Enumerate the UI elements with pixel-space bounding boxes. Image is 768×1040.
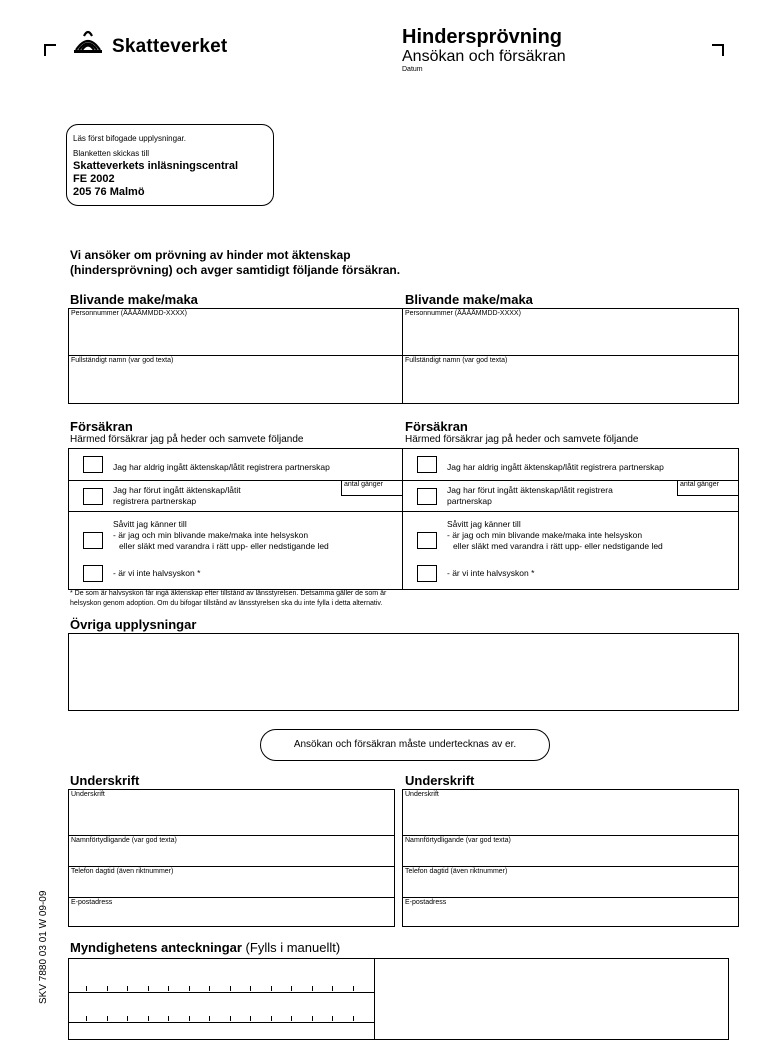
ruler-tick xyxy=(127,1016,128,1021)
not-siblings-label: - är jag och min blivande make/maka inte helsyskon xyxy=(113,530,309,540)
email-label: E-postadress xyxy=(405,899,447,906)
ruler-tick xyxy=(168,1016,169,1021)
authority-ruler-2 xyxy=(69,1022,374,1023)
ruler-tick xyxy=(148,986,149,991)
not-half-siblings-checkbox[interactable] xyxy=(83,565,103,582)
never-married-checkbox[interactable] xyxy=(83,456,103,473)
ruler-tick xyxy=(168,986,169,991)
name-clarification-field[interactable] xyxy=(403,836,738,867)
ruler-tick xyxy=(332,986,333,991)
signature-box-left xyxy=(68,789,395,927)
other-info-heading: Övriga upplysningar xyxy=(70,617,197,632)
corner-mark-top-right xyxy=(712,44,724,56)
ruler-tick xyxy=(271,986,272,991)
info-line-2: Blanketten skickas till xyxy=(73,149,150,158)
ruler-tick xyxy=(189,1016,190,1021)
other-info-field[interactable] xyxy=(68,633,739,711)
ruler-tick xyxy=(127,986,128,991)
assurance-row-1 xyxy=(69,449,402,481)
previously-married-label-1: Jag har förut ingått äktenskap/låtit registrera xyxy=(447,485,613,495)
page-title: Hindersprövning xyxy=(402,26,563,48)
form-code: SKV 7880 03 01 W 09-09 xyxy=(38,890,49,1004)
previously-married-label-2: partnerskap xyxy=(447,496,492,506)
not-siblings-label: - är jag och min blivande make/maka inte helsyskon xyxy=(447,530,643,540)
spouse-box-right xyxy=(402,308,739,404)
ruler-tick xyxy=(312,986,313,991)
phone-label: Telefon dagtid (även riktnummer) xyxy=(71,868,174,875)
assurance-row-3 xyxy=(403,512,738,589)
assurance-row-3 xyxy=(69,512,402,589)
not-related-label: eller släkt med varandra i rätt upp- eller nedstigande led xyxy=(453,541,663,551)
signature-heading-right: Underskrift xyxy=(405,773,475,788)
date-label: Datum xyxy=(402,66,423,73)
name-clarification-field[interactable] xyxy=(69,836,394,867)
signature-field[interactable] xyxy=(69,790,394,836)
phone-label: Telefon dagtid (även riktnummer) xyxy=(405,868,508,875)
spouse-heading-right: Blivande make/maka xyxy=(405,292,533,307)
ruler-tick xyxy=(291,1016,292,1021)
ruler-tick xyxy=(148,1016,149,1021)
brand-name: Skatteverket xyxy=(112,36,228,57)
authority-heading-title: Myndighetens anteckningar xyxy=(70,940,242,955)
times-label: antal gånger xyxy=(680,481,719,488)
ruler-tick xyxy=(86,1016,87,1021)
assurance-box-left xyxy=(68,448,403,590)
knowledge-label: Såvitt jag känner till xyxy=(447,519,521,529)
not-half-siblings-label: - är vi inte halvsyskon * xyxy=(447,568,535,578)
ruler-tick xyxy=(230,986,231,991)
ruler-tick xyxy=(332,1016,333,1021)
email-label: E-postadress xyxy=(71,899,113,906)
ruler-tick xyxy=(353,986,354,991)
spouse-heading-left: Blivande make/maka xyxy=(70,292,198,307)
address-line-2: FE 2002 xyxy=(73,173,115,185)
spouse-box-left xyxy=(68,308,403,404)
assurance-subheading-right: Härmed försäkrar jag på heder och samvete följande xyxy=(405,434,639,445)
never-married-checkbox[interactable] xyxy=(417,456,437,473)
intro-line-2: (hindersprövning) och avger samtidigt följande försäkran. xyxy=(70,263,401,277)
ruler-tick xyxy=(107,986,108,991)
address-line-1: Skatteverkets inläsningscentral xyxy=(73,160,239,172)
authority-heading xyxy=(70,940,340,955)
ruler-tick xyxy=(271,1016,272,1021)
never-married-label: Jag har aldrig ingått äktenskap/låtit registrera partnerskap xyxy=(447,462,664,472)
never-married-label: Jag har aldrig ingått äktenskap/låtit registrera partnerskap xyxy=(113,462,330,472)
times-field[interactable] xyxy=(677,481,738,496)
times-label: antal gånger xyxy=(344,481,383,488)
fullname-label: Fullständigt namn (var god texta) xyxy=(71,357,174,364)
email-field[interactable] xyxy=(69,898,394,926)
signature-label: Underskrift xyxy=(71,791,105,798)
ruler-tick xyxy=(250,986,251,991)
signature-heading-left: Underskrift xyxy=(70,773,140,788)
signature-label: Underskrift xyxy=(405,791,439,798)
previously-married-label-1: Jag har förut ingått äktenskap/låtit xyxy=(113,485,241,495)
personnummer-label: Personnummer (ÅÅÅÅMMDD-XXXX) xyxy=(405,310,521,317)
address-line-3: 205 76 Malmö xyxy=(73,186,145,198)
not-related-label: eller släkt med varandra i rätt upp- eller nedstigande led xyxy=(119,541,329,551)
signature-field[interactable] xyxy=(403,790,738,836)
ruler-tick xyxy=(189,986,190,991)
intro-line-1: Vi ansöker om prövning av hinder mot äktenskap xyxy=(70,248,351,262)
knowledge-label: Såvitt jag känner till xyxy=(113,519,187,529)
not-half-siblings-label: - är vi inte halvsyskon * xyxy=(113,568,201,578)
skatteverket-logo xyxy=(70,26,106,61)
name-clarification-label: Namnförtydligande (var god texta) xyxy=(71,837,177,844)
fullname-field-left[interactable] xyxy=(69,356,402,403)
signature-notice-text: Ansökan och försäkran måste undertecknas av er. xyxy=(293,739,517,750)
ruler-tick xyxy=(353,1016,354,1021)
signature-box-right xyxy=(402,789,739,927)
ruler-tick xyxy=(86,986,87,991)
footnote-line-1: * De som är halvsyskon får ingå äktenskap efter tillstånd av länsstyrelsen. Detsamma gäller de som är xyxy=(70,590,387,597)
times-field[interactable] xyxy=(341,481,402,496)
ruler-tick xyxy=(312,1016,313,1021)
fullname-field-right[interactable] xyxy=(403,356,738,403)
assurance-subheading-left: Härmed försäkrar jag på heder och samvete följande xyxy=(70,434,304,445)
ruler-tick xyxy=(250,1016,251,1021)
email-field[interactable] xyxy=(403,898,738,926)
mailing-info-box xyxy=(66,124,274,206)
fullname-label: Fullständigt namn (var god texta) xyxy=(405,357,508,364)
footnote-line-2: helsyskon genom adoption. Om du bifogar tillstånd av länsstyrelsen ska du inte fylla i detta alternativ. xyxy=(70,600,383,607)
assurance-row-1 xyxy=(403,449,738,481)
not-siblings-checkbox[interactable] xyxy=(83,532,103,549)
authority-ruler-1 xyxy=(69,992,374,993)
ruler-tick xyxy=(230,1016,231,1021)
signature-notice xyxy=(260,729,550,761)
personnummer-field-left[interactable] xyxy=(69,309,402,356)
assurance-heading-right: Försäkran xyxy=(405,419,468,434)
phone-field[interactable] xyxy=(403,867,738,898)
info-line-1: Läs först bifogade upplysningar. xyxy=(73,134,186,143)
previously-married-label-2: registrera partnerskap xyxy=(113,496,197,506)
assurance-row-2 xyxy=(403,481,738,512)
crown-icon xyxy=(70,26,106,56)
ruler-tick xyxy=(107,1016,108,1021)
personnummer-field-right[interactable] xyxy=(403,309,738,356)
name-clarification-label: Namnförtydligande (var god texta) xyxy=(405,837,511,844)
previously-married-checkbox[interactable] xyxy=(417,488,437,505)
assurance-heading-left: Försäkran xyxy=(70,419,133,434)
authority-divider xyxy=(374,959,375,1039)
page-subtitle: Ansökan och försäkran xyxy=(402,48,566,65)
previously-married-checkbox[interactable] xyxy=(83,488,103,505)
ruler-tick xyxy=(209,986,210,991)
phone-field[interactable] xyxy=(69,867,394,898)
assurance-row-2 xyxy=(69,481,402,512)
assurance-box-right xyxy=(402,448,739,590)
authority-notes-box[interactable] xyxy=(68,958,729,1040)
ruler-tick xyxy=(209,1016,210,1021)
personnummer-label: Personnummer (ÅÅÅÅMMDD-XXXX) xyxy=(71,310,187,317)
authority-heading-note: (Fylls i manuellt) xyxy=(245,940,341,955)
ruler-tick xyxy=(291,986,292,991)
not-half-siblings-checkbox[interactable] xyxy=(417,565,437,582)
not-siblings-checkbox[interactable] xyxy=(417,532,437,549)
corner-mark-top-left xyxy=(44,44,56,56)
